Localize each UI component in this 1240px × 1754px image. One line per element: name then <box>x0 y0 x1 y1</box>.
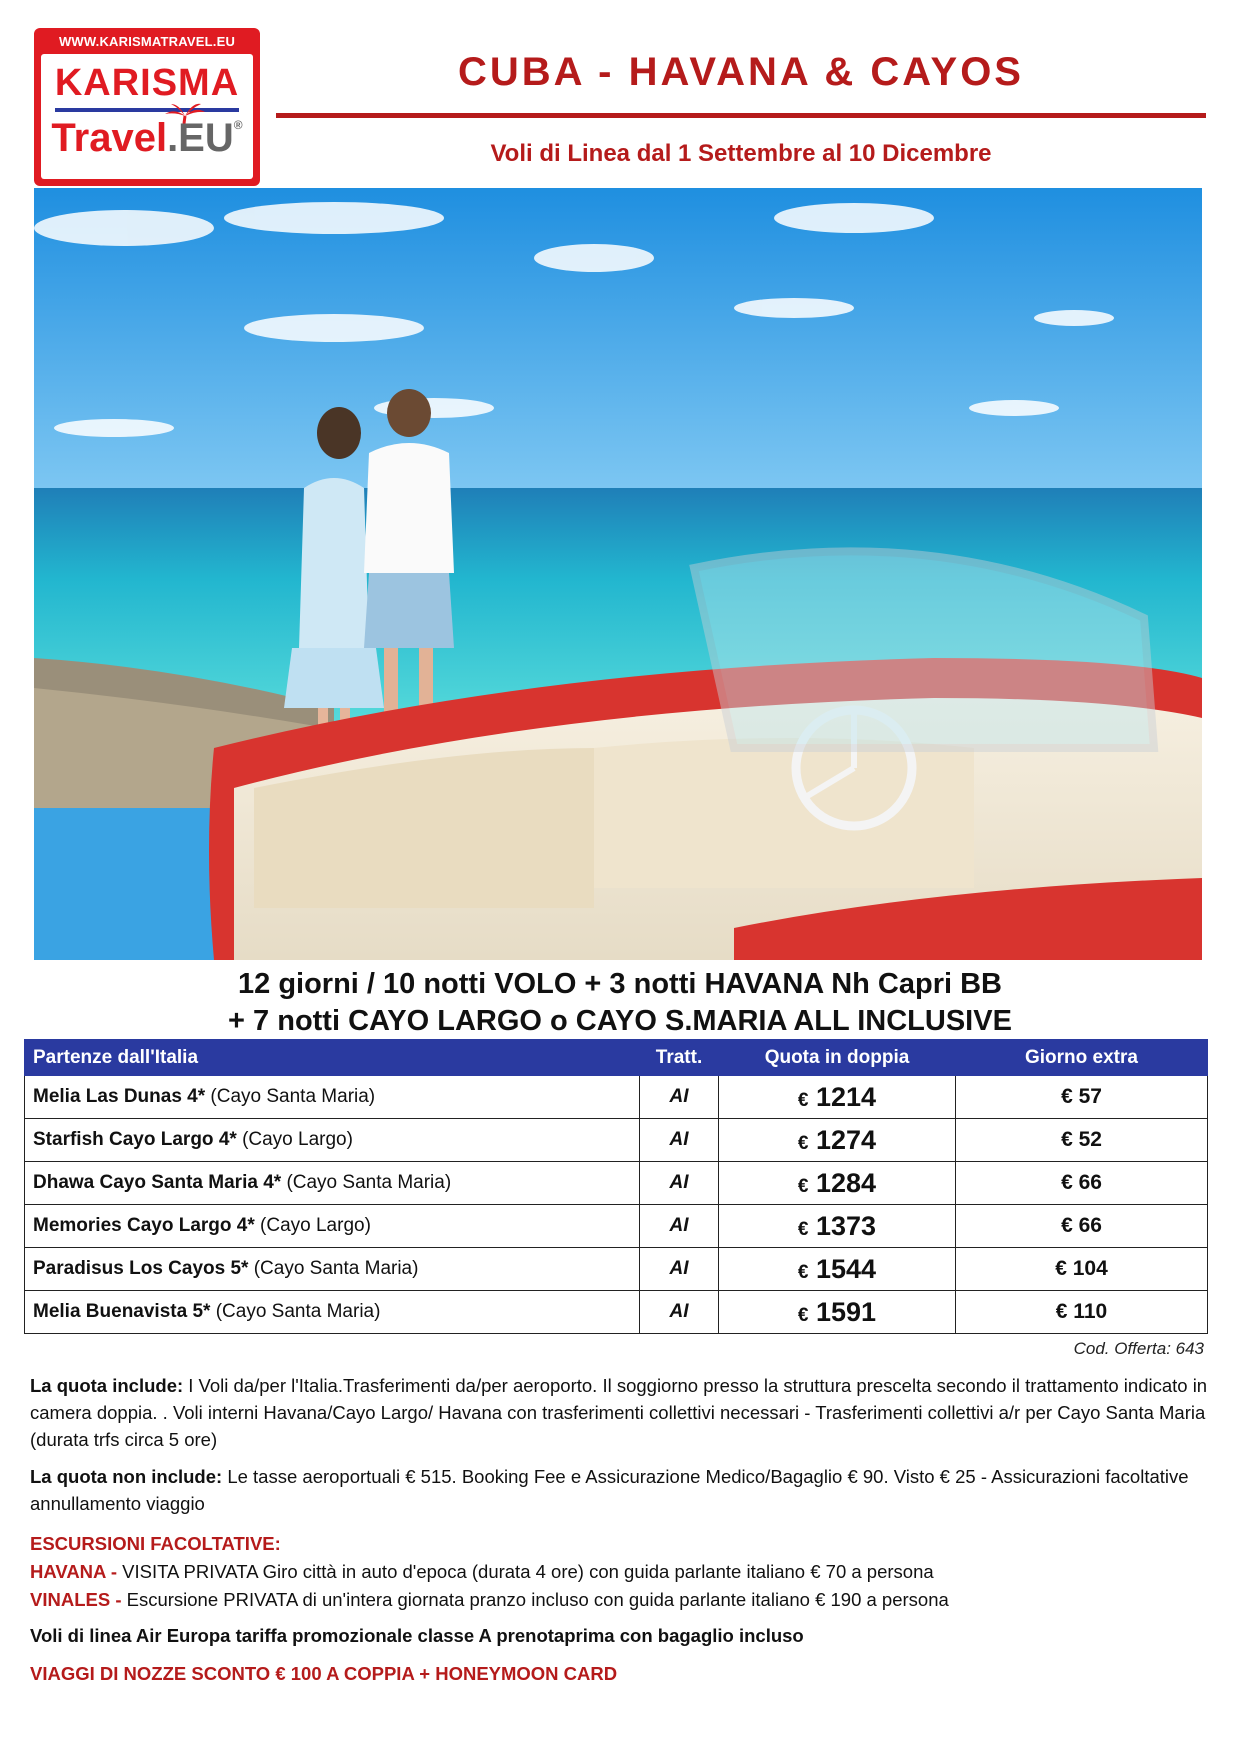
hotel-cell <box>25 1248 640 1291</box>
extra-day-cell: € 52 <box>956 1119 1208 1162</box>
double-price-value: 1373 <box>816 1210 877 1241</box>
hotel-location: (Cayo Santa Maria) <box>210 1086 376 1107</box>
currency-symbol: € <box>797 1132 809 1154</box>
double-price-value: 1591 <box>816 1296 877 1327</box>
double-price-cell <box>719 1291 956 1334</box>
hotel-cell <box>25 1119 640 1162</box>
extra-day-cell: € 66 <box>956 1162 1208 1205</box>
title-divider <box>276 113 1206 118</box>
currency-symbol: € <box>797 1175 809 1197</box>
extra-day-cell: € 104 <box>956 1248 1208 1291</box>
logo-inner <box>41 54 253 179</box>
column-header-extra-day: Giorno extra <box>956 1040 1208 1076</box>
logo-travel <box>41 116 253 161</box>
hero-illustration <box>34 188 1202 960</box>
logo-divider <box>55 108 239 112</box>
double-price-cell <box>719 1119 956 1162</box>
double-price-value: 1544 <box>816 1253 877 1284</box>
double-price-cell <box>719 1162 956 1205</box>
column-header-treatment: Tratt. <box>640 1040 719 1076</box>
logo-registered: ® <box>233 118 243 132</box>
double-price-cell <box>719 1076 956 1119</box>
extra-day-cell: € 110 <box>956 1291 1208 1334</box>
hotel-name: Paradisus Los Cayos 5* <box>33 1258 249 1279</box>
column-header-double-price: Quota in doppia <box>719 1040 956 1076</box>
table-row <box>25 1076 1208 1119</box>
extra-day-cell: € 57 <box>956 1076 1208 1119</box>
treatment-cell: AI <box>640 1119 719 1162</box>
column-header-departures: Partenze dall'Italia <box>25 1040 640 1076</box>
currency-symbol: € <box>797 1089 809 1111</box>
price-table <box>24 1039 1208 1334</box>
hotel-cell <box>25 1291 640 1334</box>
headline-line-1: 12 giorni / 10 notti VOLO + 3 notti HAVANA Nh Capri BB <box>238 968 1002 1000</box>
double-price-cell <box>719 1205 956 1248</box>
includes-text: I Voli da/per l'Italia.Trasferimenti da/per aeroporto. Il soggiorno presso la struttura prescelta secondo il trattamento indicato in camera doppia. . Voli interni Havana/Cayo Largo/ Havana con trasferimenti collettivi necessari - Trasferimenti collettivi a/r per Cayo Santa Maria (durata trfs circa 5 ore) <box>30 1375 1208 1450</box>
currency-symbol: € <box>797 1218 809 1240</box>
hotel-location: (Cayo Largo) <box>260 1215 371 1236</box>
excursion-place: HAVANA - <box>30 1561 118 1582</box>
headline-line-2: + 7 notti CAYO LARGO o CAYO S.MARIA ALL INCLUSIVE <box>228 1005 1012 1037</box>
hotel-location: (Cayo Santa Maria) <box>215 1301 381 1322</box>
excursion-place: VINALES - <box>30 1589 122 1610</box>
karisma-logo <box>34 28 260 186</box>
double-price-value: 1284 <box>816 1167 877 1198</box>
double-price-cell <box>719 1248 956 1291</box>
flights-note: Voli di linea Air Europa tariffa promozionale classe A prenotaprima con bagaglio incluso <box>30 1625 804 1646</box>
table-row <box>25 1119 1208 1162</box>
hotel-cell <box>25 1162 640 1205</box>
hotel-name: Melia Las Dunas 4* <box>33 1086 206 1107</box>
offer-code: Cod. Offerta: 643 <box>1073 1339 1204 1358</box>
table-row <box>25 1248 1208 1291</box>
hotel-name: Melia Buenavista 5* <box>33 1301 211 1322</box>
excursion-text: VISITA PRIVATA Giro città in auto d'epoca (durata 4 ore) con guida parlante italiano € 70 a persona <box>117 1561 934 1582</box>
double-price-value: 1274 <box>816 1124 877 1155</box>
hotel-cell <box>25 1076 640 1119</box>
hotel-name: Memories Cayo Largo 4* <box>33 1215 255 1236</box>
logo-eu: .EU <box>167 116 234 160</box>
table-row <box>25 1162 1208 1205</box>
offer-headline <box>24 966 1216 1040</box>
table-header-row <box>25 1040 1208 1076</box>
honeymoon-promo: VIAGGI DI NOZZE SCONTO € 100 A COPPIA + HONEYMOON CARD <box>30 1663 618 1684</box>
hotel-location: (Cayo Santa Maria) <box>253 1258 419 1279</box>
excursion-text: Escursione PRIVATA di un'intera giornata pranzo incluso con guida parlante italiano € 190 a persona <box>121 1589 949 1610</box>
hotel-cell <box>25 1205 640 1248</box>
treatment-cell: AI <box>640 1248 719 1291</box>
page-title: CUBA - HAVANA & CAYOS <box>458 50 1024 94</box>
includes-label: La quota include: <box>30 1375 184 1396</box>
hero-photo <box>34 188 1202 960</box>
table-row <box>25 1291 1208 1334</box>
hotel-name: Starfish Cayo Largo 4* <box>33 1129 237 1150</box>
excursions-title: ESCURSIONI FACOLTATIVE: <box>30 1533 281 1554</box>
excursion-vinales <box>30 1589 1220 1611</box>
logo-url: WWW.KARISMATRAVEL.EU <box>58 34 236 49</box>
table-row <box>25 1205 1208 1248</box>
hotel-name: Dhawa Cayo Santa Maria 4* <box>33 1172 282 1193</box>
treatment-cell: AI <box>640 1205 719 1248</box>
logo-brand: KARISMA <box>54 62 240 104</box>
logo-travel-word: Travel <box>51 116 168 160</box>
page-subtitle: Voli di Linea dal 1 Settembre al 10 Dicembre <box>490 140 992 167</box>
extra-day-cell: € 66 <box>956 1205 1208 1248</box>
hotel-location: (Cayo Santa Maria) <box>286 1172 452 1193</box>
double-price-value: 1214 <box>816 1081 877 1112</box>
excludes-text: Le tasse aeroportuali € 515. Booking Fee e Assicurazione Medico/Bagaglio € 90. Visto € 25 - Assicurazioni facoltative annullamento viaggio <box>30 1466 1189 1514</box>
excludes-label: La quota non include: <box>30 1466 223 1487</box>
treatment-cell: AI <box>640 1162 719 1205</box>
excursion-havana <box>30 1561 1220 1583</box>
hotel-location: (Cayo Largo) <box>242 1129 353 1150</box>
currency-symbol: € <box>797 1304 809 1326</box>
quota-excludes <box>30 1463 1210 1517</box>
treatment-cell: AI <box>640 1291 719 1334</box>
treatment-cell: AI <box>640 1076 719 1119</box>
currency-symbol: € <box>797 1261 809 1283</box>
quota-includes <box>30 1372 1210 1453</box>
